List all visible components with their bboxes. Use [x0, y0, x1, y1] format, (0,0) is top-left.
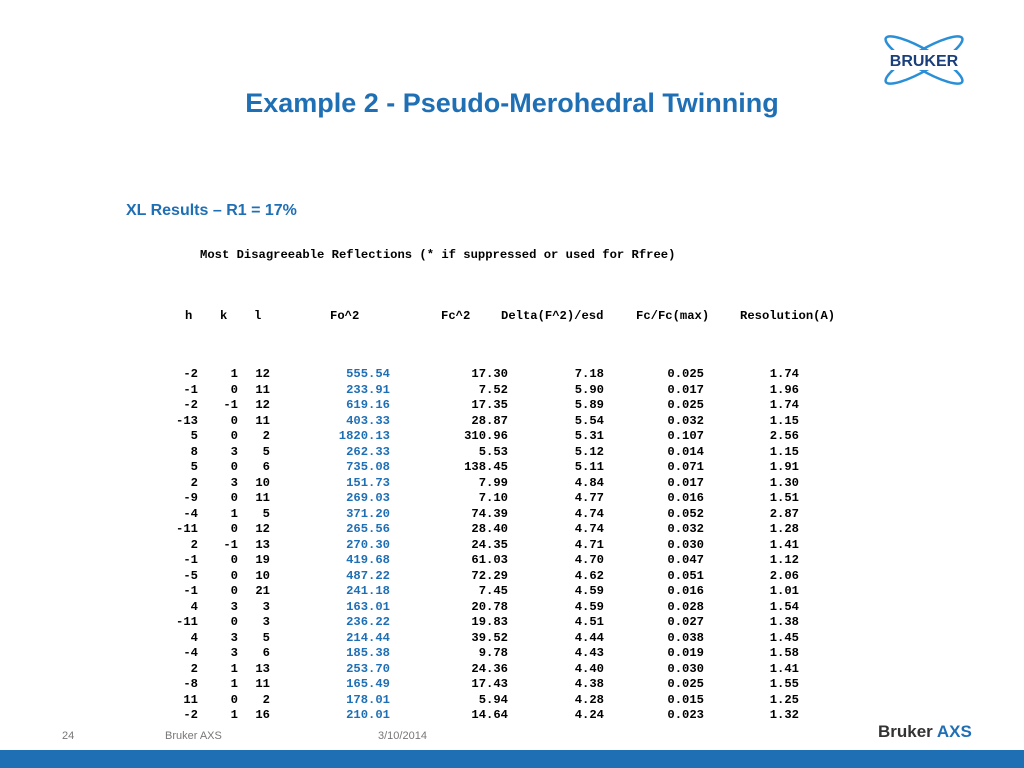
cell-k: 0: [230, 413, 238, 428]
cell-k: 0: [230, 615, 238, 629]
table-caption: Most Disagreeable Reflections (* if suppressed or used for Rfree): [200, 248, 676, 262]
cell-k: 1: [230, 661, 238, 676]
cell-delta: 4.44: [574, 630, 604, 645]
cell-delta: 4.74: [574, 506, 604, 521]
table-row: [160, 444, 799, 461]
table-row: [160, 599, 799, 616]
cell-fo2: 735.08: [346, 460, 390, 474]
cell-res: 1.12: [769, 553, 799, 567]
cell-delta: 4.59: [574, 584, 604, 598]
results-subtitle: XL Results – R1 = 17%: [126, 202, 297, 219]
cell-res: 2.56: [769, 429, 799, 443]
cell-fo2: 371.20: [346, 506, 390, 521]
cell-k: 0: [230, 553, 238, 567]
table-header: [160, 309, 836, 325]
cell-h: -2: [183, 708, 198, 722]
cell-delta: 4.84: [574, 475, 604, 490]
cell-k: 3: [230, 444, 238, 459]
cell-delta: 4.70: [574, 553, 604, 567]
cell-fc2: 74.39: [471, 506, 508, 521]
table-row: [160, 413, 799, 430]
cell-fc2: 7.10: [478, 491, 508, 505]
cell-h: -13: [176, 413, 198, 428]
cell-k: 0: [230, 460, 238, 474]
cell-h: -1: [183, 553, 198, 567]
cell-k: 0: [230, 429, 238, 443]
cell-fo2: 403.33: [346, 413, 390, 428]
cell-fcfcmax: 0.027: [667, 615, 704, 629]
footer-brand: [878, 722, 972, 742]
table-row: [160, 475, 799, 492]
cell-h: -1: [183, 382, 198, 397]
cell-k: 1: [230, 677, 238, 691]
cell-fo2: 253.70: [346, 661, 390, 676]
header-l: l: [254, 309, 262, 323]
cell-l: 3: [262, 599, 270, 614]
cell-h: 5: [190, 429, 198, 443]
table-row: [160, 429, 799, 445]
cell-h: 2: [190, 661, 198, 676]
cell-h: -2: [183, 398, 198, 412]
cell-l: 5: [262, 444, 270, 459]
cell-delta: 4.38: [574, 677, 604, 691]
cell-fcfcmax: 0.028: [667, 599, 704, 614]
cell-fcfcmax: 0.016: [667, 584, 704, 598]
cell-fc2: 20.78: [471, 599, 508, 614]
footer-date: 3/10/2014: [378, 730, 427, 742]
cell-fcfcmax: 0.032: [667, 413, 704, 428]
cell-fcfcmax: 0.030: [667, 537, 704, 552]
cell-fcfcmax: 0.052: [667, 506, 704, 521]
cell-fc2: 7.52: [478, 382, 508, 397]
table-row: [160, 615, 799, 631]
cell-h: 8: [190, 444, 198, 459]
cell-h: -1: [183, 584, 198, 598]
table-row: [160, 506, 799, 523]
cell-fo2: 214.44: [346, 630, 390, 645]
cell-k: 0: [230, 568, 238, 583]
cell-l: 3: [262, 615, 270, 629]
cell-h: 2: [190, 537, 198, 552]
cell-res: 1.74: [769, 367, 799, 381]
cell-delta: 5.89: [574, 398, 604, 412]
table-row: [160, 568, 799, 585]
cell-fc2: 17.43: [471, 677, 508, 691]
cell-k: 0: [230, 692, 238, 707]
cell-k: 0: [230, 491, 238, 505]
cell-h: -11: [176, 522, 198, 536]
cell-fo2: 236.22: [346, 615, 390, 629]
cell-fc2: 61.03: [471, 553, 508, 567]
cell-res: 2.87: [769, 506, 799, 521]
cell-l: 2: [262, 692, 270, 707]
cell-fo2: 185.38: [346, 646, 390, 660]
cell-l: 11: [255, 382, 270, 397]
page-number: 24: [62, 730, 75, 742]
cell-fcfcmax: 0.025: [667, 367, 704, 381]
cell-fo2: 270.30: [346, 537, 390, 552]
cell-fcfcmax: 0.071: [667, 460, 704, 474]
cell-res: 1.15: [769, 444, 799, 459]
cell-fcfcmax: 0.107: [667, 429, 704, 443]
logo-text: BRUKER: [889, 53, 959, 70]
cell-fo2: 151.73: [346, 475, 390, 490]
cell-fcfcmax: 0.047: [667, 553, 704, 567]
cell-res: 1.25: [769, 692, 799, 707]
cell-h: -4: [183, 506, 198, 521]
cell-res: 1.96: [769, 382, 799, 397]
cell-fc2: 310.96: [464, 429, 508, 443]
cell-h: -11: [176, 615, 198, 629]
cell-l: 19: [255, 553, 270, 567]
brand-accent: AXS: [936, 722, 972, 741]
table-row: [160, 382, 799, 399]
cell-h: 2: [190, 475, 198, 490]
table-body: [160, 367, 799, 724]
cell-l: 10: [255, 568, 270, 583]
cell-h: -9: [183, 491, 198, 505]
cell-delta: 4.51: [574, 615, 604, 629]
cell-h: 4: [190, 630, 198, 645]
cell-fo2: 163.01: [346, 599, 390, 614]
cell-l: 16: [255, 708, 270, 722]
cell-fcfcmax: 0.051: [667, 568, 704, 583]
footer-company: Bruker AXS: [165, 730, 222, 742]
table-row: [160, 460, 799, 476]
cell-fo2: 165.49: [346, 677, 390, 691]
table-row: [160, 584, 799, 600]
cell-fcfcmax: 0.030: [667, 661, 704, 676]
cell-res: 1.32: [769, 708, 799, 722]
cell-k: -1: [223, 398, 238, 412]
cell-delta: 4.28: [574, 692, 604, 707]
cell-l: 11: [255, 677, 270, 691]
cell-h: 11: [183, 692, 198, 707]
cell-k: 3: [230, 475, 238, 490]
cell-fcfcmax: 0.017: [667, 475, 704, 490]
cell-h: 5: [190, 460, 198, 474]
cell-fc2: 17.35: [471, 398, 508, 412]
header-fc2: Fc^2: [441, 309, 471, 323]
cell-res: 1.54: [769, 599, 799, 614]
cell-res: 1.30: [769, 475, 799, 490]
cell-k: 3: [230, 630, 238, 645]
cell-fcfcmax: 0.015: [667, 692, 704, 707]
cell-fc2: 7.99: [478, 475, 508, 490]
cell-fo2: 178.01: [346, 692, 390, 707]
cell-delta: 7.18: [574, 367, 604, 381]
cell-h: -2: [183, 367, 198, 381]
cell-res: 1.91: [769, 460, 799, 474]
cell-fo2: 619.16: [346, 398, 390, 412]
cell-l: 12: [255, 398, 270, 412]
atom-logo-icon: [870, 30, 978, 90]
cell-fc2: 5.53: [478, 444, 508, 459]
page-title: Example 2 - Pseudo-Merohedral Twinning: [245, 88, 779, 118]
cell-fc2: 39.52: [471, 630, 508, 645]
cell-delta: 4.62: [574, 568, 604, 583]
cell-res: 2.06: [769, 568, 799, 583]
cell-l: 11: [255, 413, 270, 428]
cell-fo2: 262.33: [346, 444, 390, 459]
table-row: [160, 553, 799, 569]
cell-l: 10: [255, 475, 270, 490]
cell-k: 1: [230, 367, 238, 381]
cell-fc2: 19.83: [471, 615, 508, 629]
cell-l: 13: [255, 537, 270, 552]
table-row: [160, 522, 799, 538]
cell-fc2: 24.36: [471, 661, 508, 676]
cell-res: 1.01: [769, 584, 799, 598]
header-fo2: Fo^2: [330, 309, 360, 323]
table-row: [160, 661, 799, 678]
cell-k: 1: [230, 506, 238, 521]
header-resolution: Resolution(A): [740, 309, 836, 323]
cell-l: 21: [255, 584, 270, 598]
cell-fo2: 269.03: [346, 491, 390, 505]
cell-l: 12: [255, 522, 270, 536]
cell-fc2: 24.35: [471, 537, 508, 552]
cell-fcfcmax: 0.014: [667, 444, 704, 459]
cell-res: 1.41: [769, 537, 799, 552]
cell-fc2: 14.64: [471, 708, 508, 722]
cell-k: 0: [230, 522, 238, 536]
table-row: [160, 398, 799, 414]
table-row: [160, 491, 799, 507]
cell-fo2: 487.22: [346, 568, 390, 583]
cell-l: 12: [255, 367, 270, 381]
header-fcfcmax: Fc/Fc(max): [636, 309, 710, 323]
cell-fc2: 9.78: [478, 646, 508, 660]
cell-fcfcmax: 0.025: [667, 677, 704, 691]
table-row: [160, 537, 799, 554]
cell-res: 1.41: [769, 661, 799, 676]
cell-res: 1.74: [769, 398, 799, 412]
header-k: k: [220, 309, 228, 323]
cell-fo2: 265.56: [346, 522, 390, 536]
cell-fc2: 17.30: [471, 367, 508, 381]
cell-res: 1.58: [769, 646, 799, 660]
cell-k: 0: [230, 584, 238, 598]
table-row: [160, 367, 799, 383]
cell-delta: 4.74: [574, 522, 604, 536]
cell-fo2: 241.18: [346, 584, 390, 598]
cell-fo2: 555.54: [346, 367, 390, 381]
cell-fo2: 210.01: [346, 708, 390, 722]
header-delta: Delta(F^2)/esd: [501, 309, 604, 323]
cell-delta: 4.71: [574, 537, 604, 552]
cell-fc2: 5.94: [478, 692, 508, 707]
cell-res: 1.28: [769, 522, 799, 536]
cell-fo2: 1820.13: [338, 429, 390, 443]
table-row: [160, 646, 799, 662]
cell-delta: 4.24: [574, 708, 604, 722]
cell-fcfcmax: 0.025: [667, 398, 704, 412]
cell-delta: 4.77: [574, 491, 604, 505]
cell-res: 1.15: [769, 413, 799, 428]
footer-bar: [0, 750, 1024, 768]
cell-k: 3: [230, 599, 238, 614]
cell-l: 6: [262, 460, 270, 474]
cell-delta: 4.40: [574, 661, 604, 676]
table-row: [160, 677, 799, 693]
cell-delta: 4.59: [574, 599, 604, 614]
cell-fcfcmax: 0.023: [667, 708, 704, 722]
cell-k: 0: [230, 382, 238, 397]
cell-h: -4: [183, 646, 198, 660]
cell-fcfcmax: 0.016: [667, 491, 704, 505]
cell-h: -8: [183, 677, 198, 691]
cell-k: 1: [230, 708, 238, 722]
cell-res: 1.38: [769, 615, 799, 629]
cell-delta: 5.11: [574, 460, 604, 474]
cell-fo2: 419.68: [346, 553, 390, 567]
cell-k: 3: [230, 646, 238, 660]
cell-h: -5: [183, 568, 198, 583]
cell-res: 1.55: [769, 677, 799, 691]
cell-fc2: 7.45: [478, 584, 508, 598]
cell-fc2: 138.45: [464, 460, 508, 474]
cell-l: 13: [255, 661, 270, 676]
cell-delta: 4.43: [574, 646, 604, 660]
cell-fcfcmax: 0.038: [667, 630, 704, 645]
bruker-logo: [870, 30, 978, 90]
cell-delta: 5.54: [574, 413, 604, 428]
cell-fc2: 28.87: [471, 413, 508, 428]
cell-delta: 5.90: [574, 382, 604, 397]
cell-res: 1.45: [769, 630, 799, 645]
cell-delta: 5.12: [574, 444, 604, 459]
brand-main: Bruker: [878, 722, 933, 741]
cell-h: 4: [190, 599, 198, 614]
cell-res: 1.51: [769, 491, 799, 505]
cell-delta: 5.31: [574, 429, 604, 443]
cell-k: -1: [223, 537, 238, 552]
cell-fc2: 28.40: [471, 522, 508, 536]
cell-fcfcmax: 0.032: [667, 522, 704, 536]
header-h: h: [185, 309, 193, 323]
table-row: [160, 692, 799, 709]
cell-fcfcmax: 0.019: [667, 646, 704, 660]
cell-l: 5: [262, 506, 270, 521]
cell-fc2: 72.29: [471, 568, 508, 583]
table-row: [160, 708, 799, 724]
cell-l: 5: [262, 630, 270, 645]
cell-l: 2: [262, 429, 270, 443]
cell-fcfcmax: 0.017: [667, 382, 704, 397]
cell-fo2: 233.91: [346, 382, 390, 397]
cell-l: 6: [262, 646, 270, 660]
cell-l: 11: [255, 491, 270, 505]
table-row: [160, 630, 799, 647]
